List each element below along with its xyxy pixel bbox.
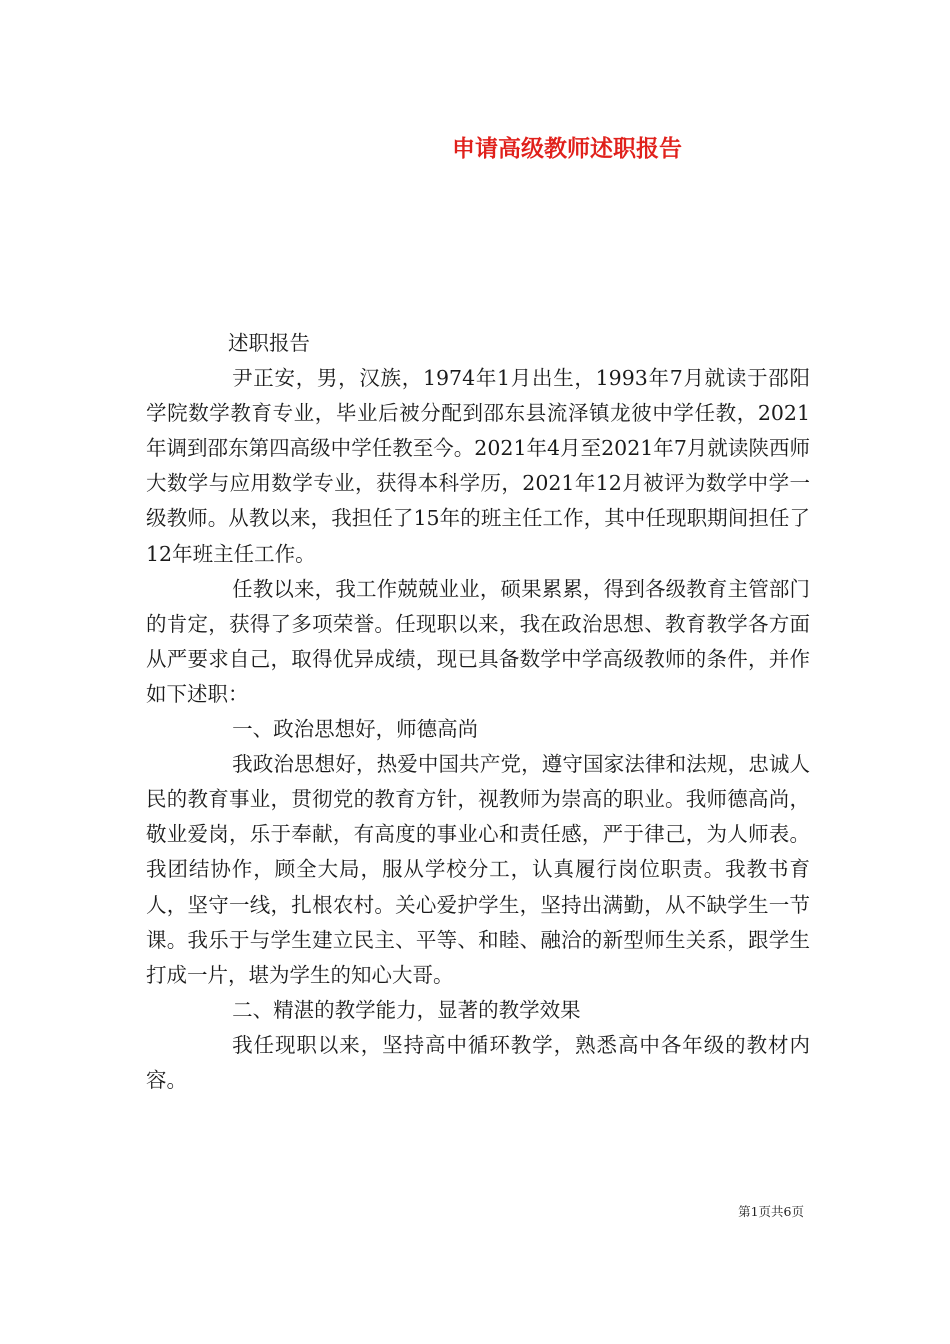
- heading-teaching: 二、精湛的教学能力，显著的教学效果: [232, 997, 581, 1022]
- document-title: 申请高级教师述职报告: [452, 135, 682, 162]
- section-label: 述职报告: [228, 331, 310, 355]
- paragraph-political: 我政治思想好，热爱中国共产党，遵守国家法律和法规，忠诚人民的教育事业，贯彻党的教育方针，视教师为崇高的职业。我师德高尚，敬业爱岗，乐于奉献，有高度的事业心和责任感，严于律己，为人师表。我团结协作，顾全大局，服从学校分工，认真履行岗位职责。我教书育人，坚守一线，扎根农村。关心爱护学生，坚持出满勤，从不缺学生一节课。我乐于与学生建立民主、平等、和睦、融洽的新型师生关系，跟学生打成一片，堪为学生的知心大哥。: [146, 752, 810, 987]
- document-body: [146, 326, 810, 1098]
- paragraph-intro: 尹正安，男，汉族，1974年1月出生，1993年7月就读于邵阳学院数学教育专业，毕业后被分配到邵东县流泽镇龙彼中学任教，2021年调到邵东第四高级中学任教至今。2021年4月至2021年7月就读陕西师大数学与应用数学专业，获得本科学历，2021年12月被评为数学中学一级教师。从教以来，我担任了15年的班主任工作，其中任现职期间担任了12年班主任工作。: [146, 366, 810, 566]
- heading-political: 一、政治思想好，师德高尚: [232, 717, 479, 742]
- paragraph-overview: 任教以来，我工作兢兢业业，硕果累累，得到各级教育主管部门的肯定，获得了多项荣誉。任现职以来，我在政治思想、教育教学各方面从严要求自己，取得优异成绩，现已具备数学中学高级教师的条件，并作如下述职：: [146, 576, 810, 706]
- paragraph-teaching: 我任现职以来，坚持高中循环教学，熟悉高中各年级的教材内容。: [146, 1032, 810, 1092]
- page-number: 第1页共6页: [738, 1204, 804, 1219]
